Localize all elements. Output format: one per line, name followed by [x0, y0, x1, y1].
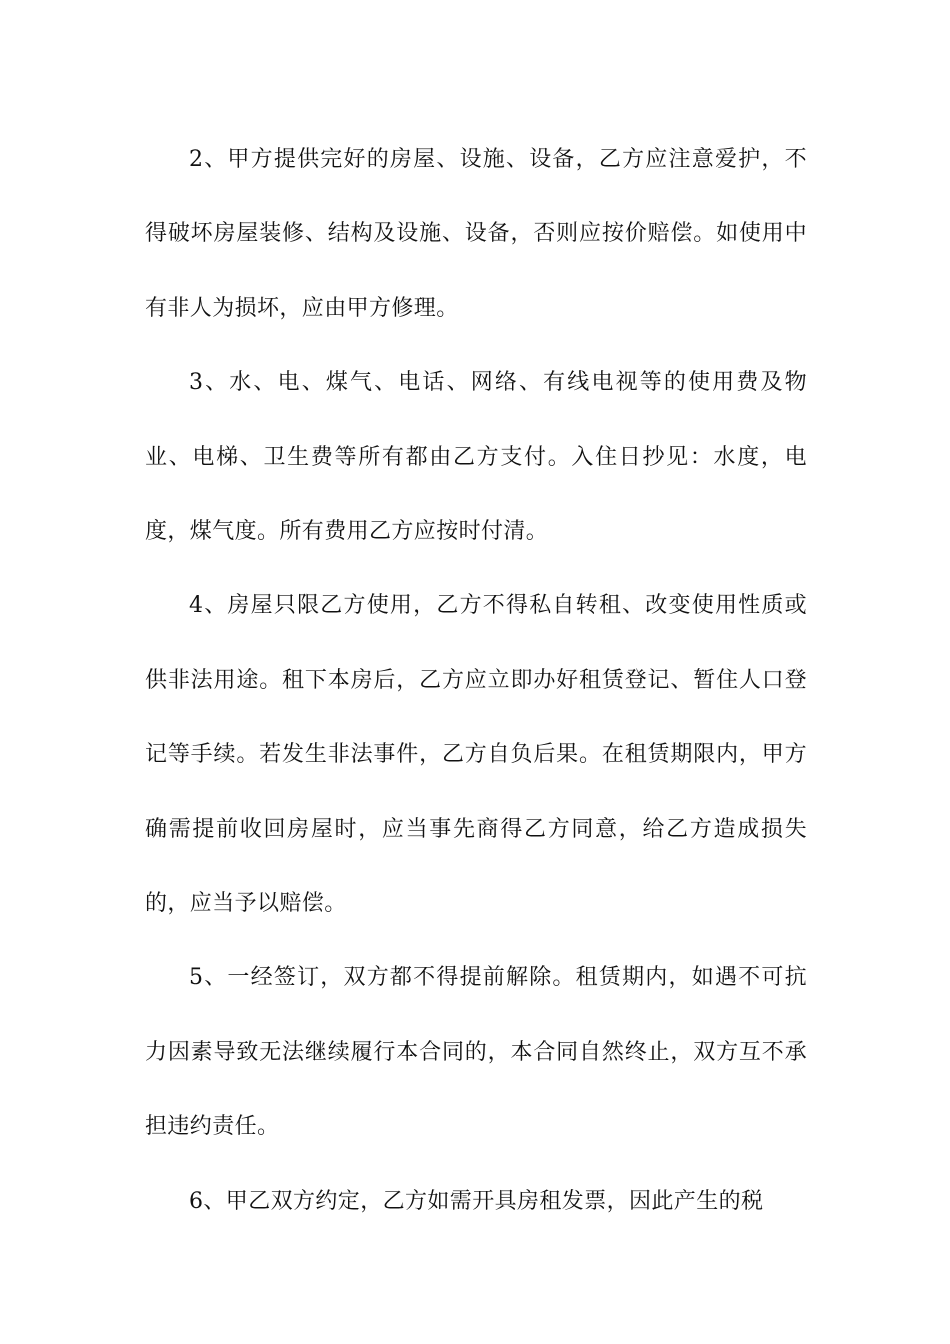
clause-2-paragraph: 2、甲方提供完好的房屋、设施、设备，乙方应注意爱护，不得破坏房屋装修、结构及设施、设备，否则应按价赔偿。如使用中有非人为损坏，应由甲方修理。 — [145, 147, 807, 321]
clause-6-paragraph: 6、甲乙双方约定，乙方如需开具房租发票，因此产生的税 — [189, 1188, 764, 1214]
clause-4-paragraph: 4、房屋只限乙方使用，乙方不得私自转租、改变使用性质或供非法用途。租下本房后，乙方应立即办好租赁登记、暂住人口登记等手续。若发生非法事件，乙方自负后果。在租赁期限内，甲方确需提前收回房屋时，应当事先商得乙方同意，给乙方造成损失的，应当予以赔偿。 — [145, 593, 807, 917]
clause-3-paragraph: 3、水、电、煤气、电话、网络、有线电视等的使用费及物业、电梯、卫生费等所有都由乙方支付。入住日抄见：水度，电度，煤气度。所有费用乙方应按时付清。 — [145, 370, 807, 545]
clause-5-paragraph: 5、一经签订，双方都不得提前解除。租赁期内，如遇不可抗力因素导致无法继续履行本合同的，本合同自然终止，双方互不承担违约责任。 — [145, 965, 807, 1140]
document-body — [145, 123, 807, 1239]
